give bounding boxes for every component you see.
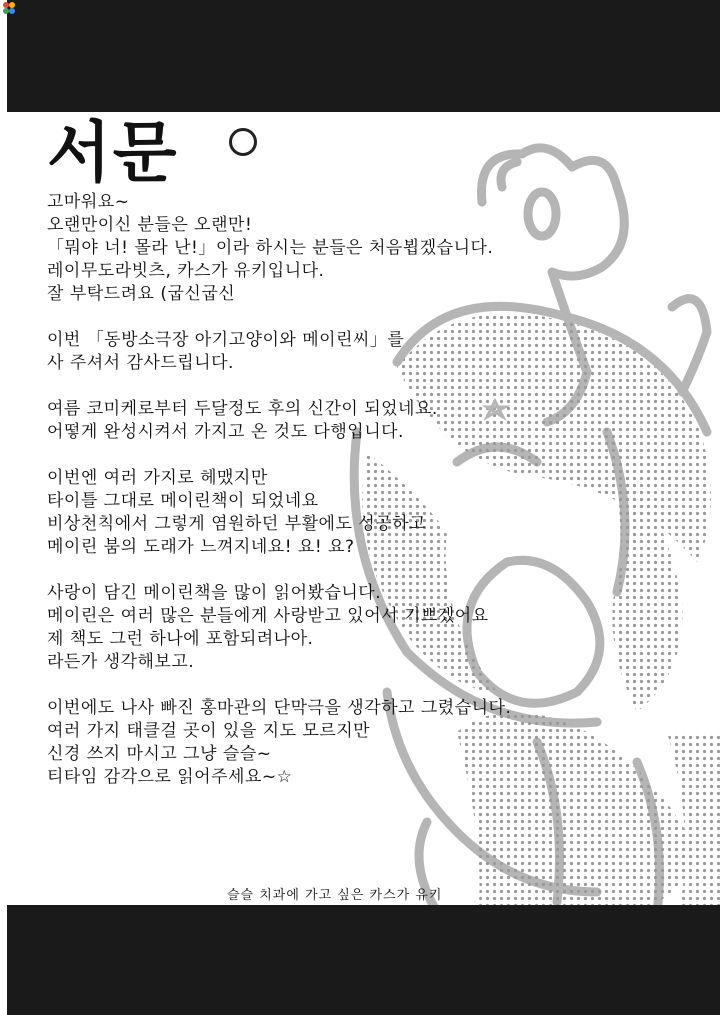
clover-logo-icon [1,1,17,15]
paragraph-gap [47,559,607,582]
text-line: 티타임 감각으로 읽어주세요~☆ [47,767,293,787]
text-line: 사 주셔서 감사드립니다. [47,353,234,373]
page-title: 서문 [47,114,179,191]
author-signature: 슬슬 치과에 가고 싶은 카스가 유키 [227,888,443,903]
text-line: 메이린은 여러 많은 분들에게 사랑받고 있어서 기쁘겠어요 [47,606,489,626]
text-line: 이번엔 여러 가지로 헤맸지만 [47,468,268,488]
text-line: 「뭐야 너! 몰라 난!」이라 하시는 분들은 처음뵙겠습니다. [47,238,494,258]
text-line: 여러 가지 태클걸 곳이 있을 지도 모르지만 [47,721,371,741]
text-line: 이번에도 나사 빠진 홍마관의 단막극을 생각하고 그렸습니다. [47,698,512,718]
text-line: 라든가 생각해보고. [47,652,195,672]
preface-page [7,112,720,905]
paragraph-gap [47,444,607,467]
preface-body [47,191,607,789]
text-line: 이번 「동방소극장 아기고양이와 메이린씨」를 [47,330,405,350]
text-line: 잘 부탁드려요 (굽신굽신 [47,284,236,304]
top-black-band [7,0,720,112]
bottom-black-band [7,905,720,1015]
paragraph-gap [47,306,607,329]
text-line: 어떻게 완성시켜서 가지고 온 것도 다행입니다. [47,422,404,442]
text-line: 레이무도라빗츠, 카스가 유키입니다. [47,261,325,281]
text-line: 고마워요~ [47,192,130,212]
text-line: 메이린 붐의 도래가 느껴지네요! 요! 요? [47,537,355,557]
circle-mark-icon [229,128,257,156]
text-line: 오랜만이신 분들은 오랜만! [47,215,253,235]
text-line: 신경 쓰지 마시고 그냥 슬슬~ [47,744,272,764]
text-line: 타이틀 그대로 메이린책이 되었네요 [47,491,319,511]
text-line: 여름 코미케로부터 두달정도 후의 신간이 되었네요. [47,399,438,419]
text-line: 사랑이 담긴 메이린책을 많이 읽어봤습니다. [47,583,382,603]
text-line: 비상천칙에서 그렇게 염원하던 부활에도 성공하고 [47,514,426,534]
paragraph-gap [47,674,607,697]
text-line: 제 책도 그런 하나에 포함되려나아. [47,629,314,649]
paragraph-gap [47,375,607,398]
